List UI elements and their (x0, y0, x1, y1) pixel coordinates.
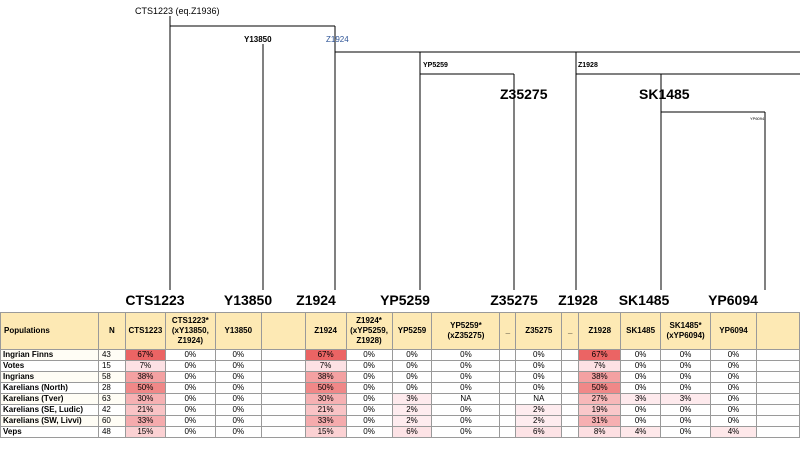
table-cell-empty (261, 427, 305, 438)
table-cell-empty (756, 361, 799, 372)
haplogroup-frequency-table (0, 312, 800, 438)
table-cell-y13850: 0% (215, 416, 261, 427)
header-dash-1: _ (500, 313, 516, 350)
table-cell-yp6094: 4% (711, 427, 757, 438)
table-cell-sk1485: 0% (621, 350, 661, 361)
table-cell-z1924-star: 0% (346, 383, 392, 394)
header-dash-2: _ (562, 313, 579, 350)
table-cell-sk1485: 0% (621, 383, 661, 394)
table-cell-pop: Ingrian Finns (1, 350, 99, 361)
table-cell-sk1485: 0% (621, 361, 661, 372)
table-cell-sk1485-star: 0% (661, 405, 711, 416)
table-cell-sk1485: 3% (621, 394, 661, 405)
table-row (1, 394, 800, 405)
table-cell-yp5259: 6% (392, 427, 432, 438)
table-cell-z35275: 0% (516, 361, 562, 372)
tree-node-z1928: Z1928 (578, 62, 598, 69)
table-cell-yp5259: 0% (392, 372, 432, 383)
table-cell-yp6094: 0% (711, 383, 757, 394)
table-row (1, 350, 800, 361)
table-cell-sk1485: 0% (621, 416, 661, 427)
leaf-label-sk1485: SK1485 (618, 292, 670, 308)
table-cell-y13850: 0% (215, 383, 261, 394)
table-cell-z1928: 7% (579, 361, 621, 372)
table-cell-cts1223: 21% (125, 405, 165, 416)
table-cell-empty (261, 394, 305, 405)
table-cell-empty (500, 405, 516, 416)
table-cell-cts1223: 38% (125, 372, 165, 383)
table-cell-yp6094: 0% (711, 394, 757, 405)
table-cell-sk1485: 0% (621, 405, 661, 416)
table-cell-empty (500, 372, 516, 383)
table-cell-cts1223: 30% (125, 394, 165, 405)
table-cell-n: 42 (98, 405, 125, 416)
table-cell-yp5259-star: 0% (432, 350, 500, 361)
table-cell-yp6094: 0% (711, 405, 757, 416)
header-blank-1 (261, 313, 305, 350)
table-cell-z35275: 2% (516, 405, 562, 416)
header-n: N (98, 313, 125, 350)
table-cell-empty (562, 350, 579, 361)
table-cell-yp5259-star: 0% (432, 416, 500, 427)
header-y13850: Y13850 (215, 313, 261, 350)
header-z1924-star: Z1924* (xYP5259, Z1928) (346, 313, 392, 350)
tree-root-label: CTS1223 (eq.Z1936) (135, 6, 220, 16)
table-cell-empty (562, 372, 579, 383)
table-cell-sk1485: 0% (621, 372, 661, 383)
table-cell-pop: Veps (1, 427, 99, 438)
table-cell-z35275: 0% (516, 350, 562, 361)
table-cell-sk1485-star: 0% (661, 427, 711, 438)
table-cell-pop: Karelians (Tver) (1, 394, 99, 405)
table-cell-z1924-star: 0% (346, 350, 392, 361)
table-cell-n: 28 (98, 383, 125, 394)
header-sk1485: SK1485 (621, 313, 661, 350)
table-row (1, 405, 800, 416)
table-cell-yp5259-star: 0% (432, 427, 500, 438)
table-cell-yp5259-star: 0% (432, 372, 500, 383)
table-row (1, 361, 800, 372)
table-cell-yp5259: 0% (392, 383, 432, 394)
table-header-row (1, 313, 800, 350)
table-cell-empty (756, 350, 799, 361)
table-cell-z1928: 67% (579, 350, 621, 361)
table-cell-cts1223-star: 0% (165, 416, 215, 427)
leaf-label-cts1223: CTS1223 (125, 292, 185, 308)
table-cell-empty (261, 350, 305, 361)
table-cell-cts1223: 50% (125, 383, 165, 394)
tree-node-yp6094-small: YP6094 (750, 116, 765, 121)
table-cell-empty (500, 427, 516, 438)
table-cell-y13850: 0% (215, 350, 261, 361)
leaf-label-yp5259: YP5259 (380, 292, 430, 308)
leaf-label-z1928: Z1928 (558, 292, 598, 308)
table-cell-empty (756, 416, 799, 427)
leaf-label-yp6094: YP6094 (708, 292, 758, 308)
table-cell-z1924: 7% (305, 361, 346, 372)
leaf-label-z35275: Z35275 (490, 292, 538, 308)
table-cell-z1928: 8% (579, 427, 621, 438)
table-cell-sk1485-star: 0% (661, 350, 711, 361)
table-cell-yp6094: 0% (711, 372, 757, 383)
table-cell-n: 63 (98, 394, 125, 405)
table-cell-z1924-star: 0% (346, 394, 392, 405)
table-cell-y13850: 0% (215, 372, 261, 383)
table-cell-cts1223-star: 0% (165, 383, 215, 394)
table-cell-sk1485: 4% (621, 427, 661, 438)
table-cell-pop: Ingrians (1, 372, 99, 383)
table-cell-cts1223: 33% (125, 416, 165, 427)
table-cell-z1924: 15% (305, 427, 346, 438)
table-cell-z1928: 27% (579, 394, 621, 405)
table-cell-y13850: 0% (215, 405, 261, 416)
header-z1928: Z1928 (579, 313, 621, 350)
table-cell-z1928: 50% (579, 383, 621, 394)
table-cell-z1924: 50% (305, 383, 346, 394)
table-cell-yp5259: 2% (392, 416, 432, 427)
table-cell-cts1223-star: 0% (165, 361, 215, 372)
header-cts1223-star: CTS1223* (xY13850, Z1924) (165, 313, 215, 350)
table-cell-yp6094: 0% (711, 350, 757, 361)
table-cell-z1924: 67% (305, 350, 346, 361)
table-cell-yp5259: 0% (392, 350, 432, 361)
table-cell-z1924-star: 0% (346, 416, 392, 427)
table-cell-z1924: 21% (305, 405, 346, 416)
tree-lines (170, 16, 800, 290)
table-cell-z35275: 2% (516, 416, 562, 427)
table-row (1, 427, 800, 438)
leaf-label-y13850: Y13850 (223, 292, 273, 308)
table-cell-empty (756, 383, 799, 394)
table-cell-z1928: 19% (579, 405, 621, 416)
header-sk1485-star: SK1485* (xYP6094) (661, 313, 711, 350)
table-cell-yp5259: 0% (392, 361, 432, 372)
table-cell-cts1223: 15% (125, 427, 165, 438)
table-cell-empty (562, 383, 579, 394)
table-cell-z1924: 30% (305, 394, 346, 405)
table-cell-empty (562, 427, 579, 438)
header-z1924: Z1924 (305, 313, 346, 350)
table-cell-z35275: 0% (516, 372, 562, 383)
table-row (1, 383, 800, 394)
table-cell-z35275: NA (516, 394, 562, 405)
table-cell-cts1223-star: 0% (165, 394, 215, 405)
table-cell-yp5259-star: 0% (432, 383, 500, 394)
table-cell-pop: Karelians (SW, Livvi) (1, 416, 99, 427)
table-cell-cts1223: 7% (125, 361, 165, 372)
table-cell-sk1485-star: 0% (661, 361, 711, 372)
tree-node-yp5259: YP5259 (423, 62, 448, 69)
header-blank-2 (756, 313, 799, 350)
table-cell-sk1485-star: 0% (661, 372, 711, 383)
table-cell-sk1485-star: 3% (661, 394, 711, 405)
table-cell-yp5259-star: 0% (432, 405, 500, 416)
tree-node-sk1485: SK1485 (639, 86, 690, 102)
table-cell-empty (261, 416, 305, 427)
table-cell-sk1485-star: 0% (661, 416, 711, 427)
header-z35275: Z35275 (516, 313, 562, 350)
table-row (1, 416, 800, 427)
table-cell-empty (500, 350, 516, 361)
table-cell-empty (500, 383, 516, 394)
table-cell-z1924-star: 0% (346, 361, 392, 372)
table-cell-empty (261, 372, 305, 383)
table-cell-cts1223-star: 0% (165, 350, 215, 361)
tree-node-z1924: Z1924 (326, 35, 349, 44)
table-cell-z1928: 31% (579, 416, 621, 427)
table-cell-empty (500, 416, 516, 427)
table-cell-n: 15 (98, 361, 125, 372)
table-cell-cts1223-star: 0% (165, 427, 215, 438)
table-cell-empty (562, 361, 579, 372)
table-row (1, 372, 800, 383)
table-cell-empty (756, 405, 799, 416)
table-cell-empty (756, 372, 799, 383)
leaf-label-z1924: Z1924 (296, 292, 336, 308)
table-cell-sk1485-star: 0% (661, 383, 711, 394)
table-cell-n: 48 (98, 427, 125, 438)
table-cell-n: 60 (98, 416, 125, 427)
table-cell-empty (261, 405, 305, 416)
table-cell-z1924-star: 0% (346, 372, 392, 383)
table-cell-z35275: 6% (516, 427, 562, 438)
table-cell-empty (562, 416, 579, 427)
table-cell-yp5259: 2% (392, 405, 432, 416)
table-cell-empty (500, 394, 516, 405)
header-yp5259: YP5259 (392, 313, 432, 350)
table-cell-y13850: 0% (215, 427, 261, 438)
table-cell-yp6094: 0% (711, 361, 757, 372)
table-cell-yp6094: 0% (711, 416, 757, 427)
table-cell-cts1223-star: 0% (165, 405, 215, 416)
table-cell-cts1223-star: 0% (165, 372, 215, 383)
table-cell-pop: Karelians (SE, Ludic) (1, 405, 99, 416)
table-cell-z35275: 0% (516, 383, 562, 394)
table-cell-z1924-star: 0% (346, 405, 392, 416)
table-cell-yp5259-star: NA (432, 394, 500, 405)
table-cell-pop: Karelians (North) (1, 383, 99, 394)
table-cell-empty (500, 361, 516, 372)
table-cell-empty (261, 383, 305, 394)
table-cell-yp5259: 3% (392, 394, 432, 405)
table-cell-z1924-star: 0% (346, 427, 392, 438)
tree-node-z35275: Z35275 (500, 86, 548, 102)
table-cell-n: 58 (98, 372, 125, 383)
table-cell-empty (562, 405, 579, 416)
table-cell-z1924: 38% (305, 372, 346, 383)
header-yp6094: YP6094 (711, 313, 757, 350)
table-cell-cts1223: 67% (125, 350, 165, 361)
table-cell-pop: Votes (1, 361, 99, 372)
header-yp5259-star: YP5259* (xZ35275) (432, 313, 500, 350)
header-populations: Populations (1, 313, 99, 350)
header-cts1223: CTS1223 (125, 313, 165, 350)
table-cell-empty (261, 361, 305, 372)
table-cell-empty (562, 394, 579, 405)
table-cell-n: 43 (98, 350, 125, 361)
tree-node-y13850: Y13850 (244, 35, 272, 44)
table-cell-empty (756, 427, 799, 438)
table-cell-yp5259-star: 0% (432, 361, 500, 372)
table-cell-z1924: 33% (305, 416, 346, 427)
table-cell-y13850: 0% (215, 394, 261, 405)
table-cell-empty (756, 394, 799, 405)
table-cell-y13850: 0% (215, 361, 261, 372)
table-cell-z1928: 38% (579, 372, 621, 383)
